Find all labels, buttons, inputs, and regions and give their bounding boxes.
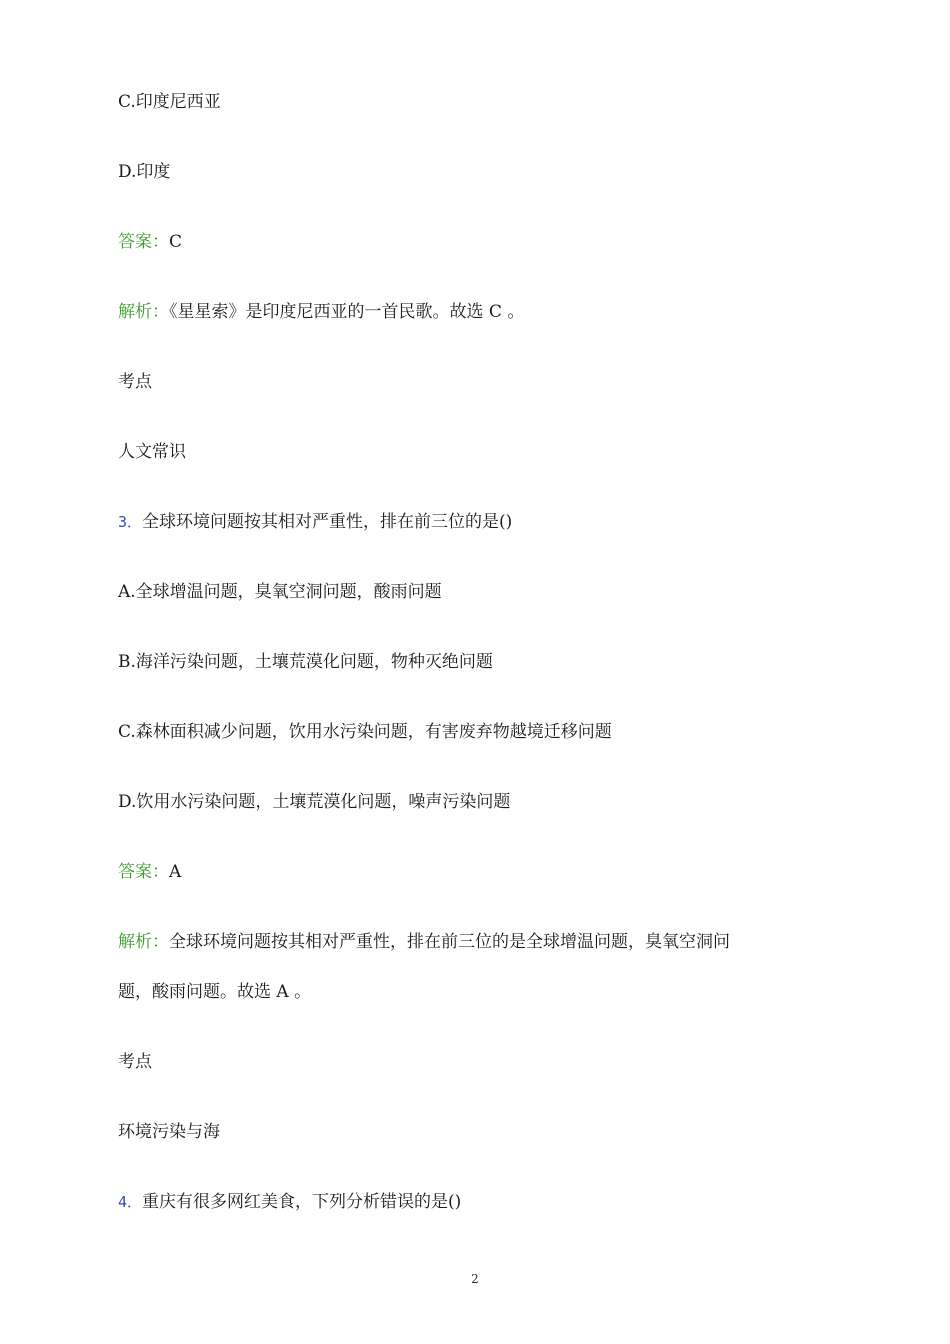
analysis-label: 解析： xyxy=(118,932,169,952)
q3-topic-value: 环境污染与海 xyxy=(118,1122,220,1142)
q3-answer xyxy=(118,861,181,883)
answer-value: A xyxy=(169,862,182,882)
q3-option-a: A.全球增温问题，臭氧空洞问题，酸雨问题 xyxy=(118,582,442,602)
answer-label: 答案： xyxy=(118,862,169,882)
page-number: 2 xyxy=(471,1272,479,1286)
q2-analysis xyxy=(118,301,524,323)
question-number: 4． xyxy=(118,1193,143,1211)
q3-option-d: D.饮用水污染问题，土壤荒漠化问题，噪声污染问题 xyxy=(118,792,511,812)
q2-topic-value: 人文常识 xyxy=(118,442,186,462)
q2-answer xyxy=(118,231,182,253)
q2-option-d: D.印度 xyxy=(118,162,171,182)
q3-topic-label: 考点 xyxy=(118,1052,152,1072)
analysis-label: 解析： xyxy=(118,302,169,322)
question-number: 3． xyxy=(118,513,143,531)
question-text: 全球环境问题按其相对严重性，排在前三位的是() xyxy=(142,512,513,532)
answer-value: C xyxy=(169,232,183,252)
q3-analysis-line1 xyxy=(118,931,730,953)
question-text: 重庆有很多网红美食，下列分析错误的是() xyxy=(142,1192,462,1212)
analysis-text: 《星星索》是印度尼西亚的一首民歌。故选 C 。 xyxy=(169,302,525,322)
analysis-text: 全球环境问题按其相对严重性，排在前三位的是全球增温问题，臭氧空洞问 xyxy=(169,932,730,952)
q3-stem xyxy=(118,511,512,533)
answer-label: 答案： xyxy=(118,232,169,252)
q3-analysis-line2: 题，酸雨问题。故选 A 。 xyxy=(118,982,312,1002)
q2-topic-label: 考点 xyxy=(118,372,152,392)
q4-stem xyxy=(118,1191,461,1213)
q2-option-c: C.印度尼西亚 xyxy=(118,92,221,112)
q3-option-c: C.森林面积减少问题，饮用水污染问题，有害废弃物越境迁移问题 xyxy=(118,722,612,742)
q3-option-b: B.海洋污染问题，土壤荒漠化问题，物种灭绝问题 xyxy=(118,652,493,672)
